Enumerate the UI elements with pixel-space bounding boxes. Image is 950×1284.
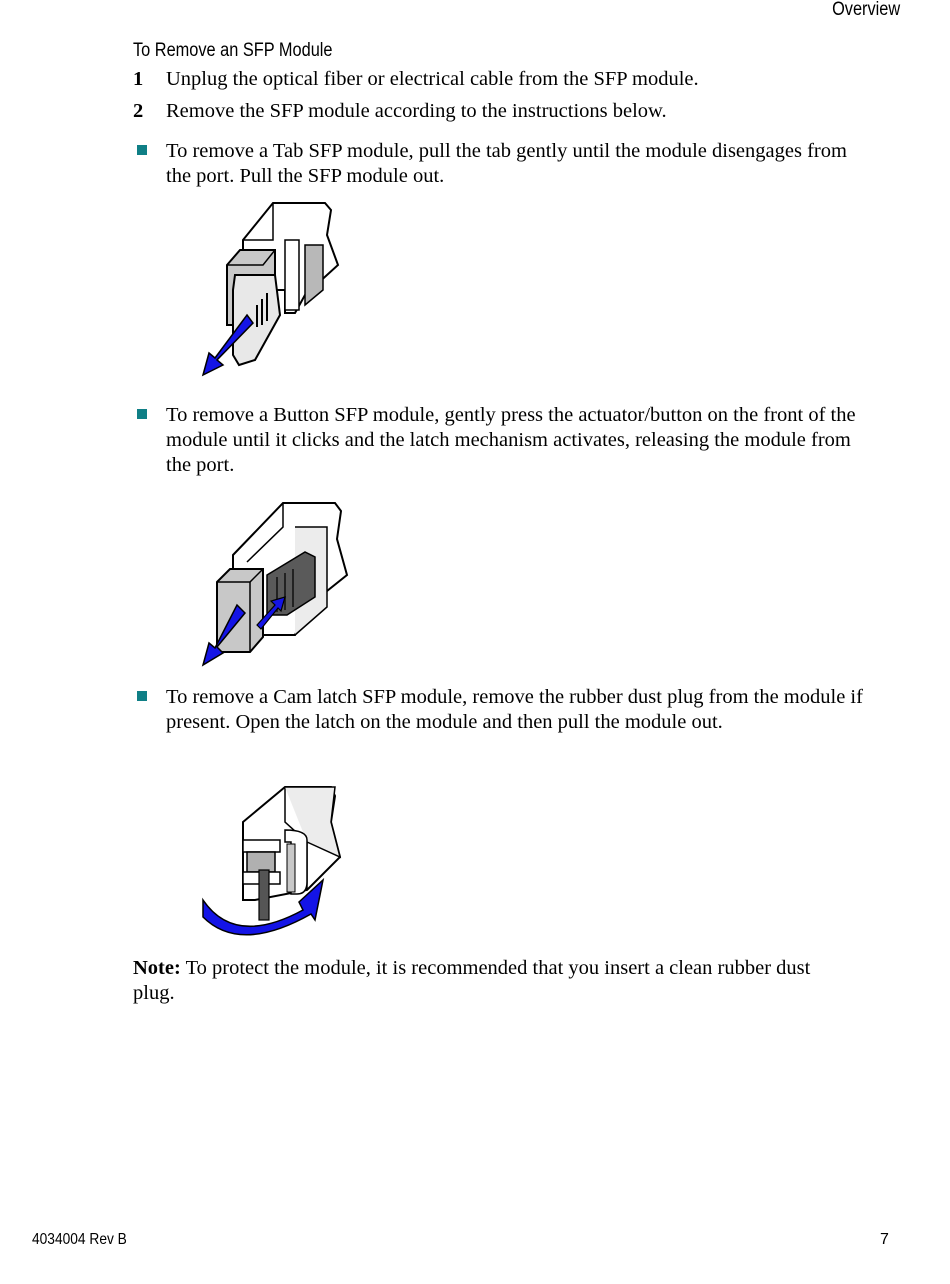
note-label: Note:: [133, 957, 181, 979]
step-number: 2: [133, 100, 144, 122]
footer-page-number: 7: [880, 1231, 889, 1248]
bullet-square-icon: [137, 145, 147, 155]
bullet-square-icon: [137, 409, 147, 419]
step-number: 1: [133, 68, 144, 90]
section-title: To Remove an SFP Module: [133, 40, 333, 61]
running-header: Overview: [831, 0, 900, 20]
button-sfp-illustration: [195, 497, 365, 672]
bullet-text: To remove a Tab SFP module, pull the tab gently until the module disengages from the port. Pull the SFP module out.: [166, 140, 847, 187]
step-text: Remove the SFP module according to the instructions below.: [166, 100, 667, 122]
bullet-text: To remove a Cam latch SFP module, remove the rubber dust plug from the module if present. Open the latch on the module and then pull the module out.: [166, 686, 863, 733]
step-text: Unplug the optical fiber or electrical cable from the SFP module.: [166, 68, 699, 90]
tab-sfp-illustration: [195, 195, 355, 385]
footer-doc-id: 4034004 Rev B: [32, 1231, 127, 1248]
bullet-square-icon: [137, 691, 147, 701]
cam-latch-sfp-illustration: [195, 782, 355, 942]
bullet-text: To remove a Button SFP module, gently press the actuator/button on the front of the module until it clicks and the latch mechanism activates, releasing the module from the port.: [166, 404, 856, 476]
note: [133, 956, 833, 1006]
note-text: To protect the module, it is recommended that you insert a clean rubber dust plug.: [133, 957, 811, 1004]
